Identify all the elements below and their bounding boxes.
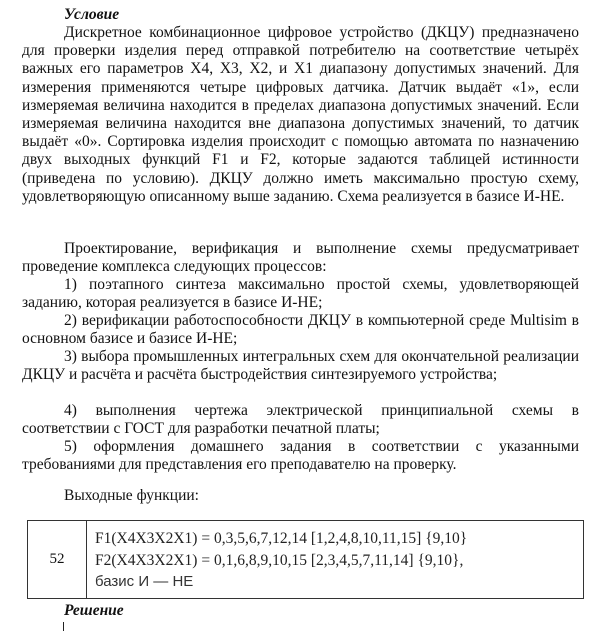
process-item-5: 5) оформления домашнего задания в соответствии с указанными требованиями для представления его преподавателю на проверку. bbox=[22, 438, 579, 474]
f2-formula: F2(X4X3X2X1) = 0,1,6,8,9,10,15 [2,3,4,5,7,11,14] {9,10}, bbox=[95, 551, 464, 569]
solution-heading: Решение bbox=[64, 602, 124, 619]
process-intro-paragraph: Проектирование, верификация и выполнение схемы предусматривает проведение комплекса следующих процессов: bbox=[22, 240, 579, 276]
process-item-3: 3) выбора промышленных интегральных схем для окончательной реализации ДКЦУ и расчёта и расчёта быстродействия синтезируемого устройства; bbox=[22, 348, 579, 384]
variant-number: 52 bbox=[28, 521, 87, 599]
condition-paragraph: Дискретное комбинационное цифровое устройство (ДКЦУ) предназначено для проверки изделия перед отправкой потребителю на соответствие четырёх важных его параметров X4, X3, X2, и X1 диапазону допустимых значений. Для измерения применяются четыре цифровых датчика. Датчик выдаёт «1», если измеряемая величина находится в пределах диапазона допустимых значений. Если измеряемая величина находится вне диапазона допустимых значений, то датчик выдаёт «0». Сортировка изделия происходит с помощью автомата по назначению двух выходных функций F1 и F2, которые задаются таблицей истинности (приведена по условию). ДКЦУ должно иметь максимально простую схему, удовлетворяющую описанному выше заданию. Схема реализуется в базисе И-НЕ. bbox=[22, 24, 579, 205]
functions-table bbox=[27, 520, 584, 599]
f1-formula: F1(X4X3X2X1) = 0,3,5,6,7,12,14 [1,2,4,8,10,11,15] {9,10} bbox=[95, 529, 468, 547]
process-item-2: 2) верификации работоспособности ДКЦУ в компьютерной среде Multisim в основном базисе и базисе И-НЕ; bbox=[22, 312, 579, 348]
formulas-cell bbox=[87, 521, 584, 599]
output-functions-label: Выходные функции: bbox=[64, 487, 199, 504]
process-item-1: 1) поэтапного синтеза максимально простой схемы, удовлетворяющей заданию, которая реализуется в базисе И-НЕ; bbox=[22, 276, 579, 312]
basis-label: базис И — НЕ bbox=[95, 572, 194, 590]
condition-heading: Условие bbox=[64, 6, 120, 23]
text-cursor bbox=[63, 622, 64, 631]
process-item-4: 4) выполнения чертежа электрической принципиальной схемы в соответствии с ГОСТ для разработки печатной платы; bbox=[22, 402, 579, 438]
